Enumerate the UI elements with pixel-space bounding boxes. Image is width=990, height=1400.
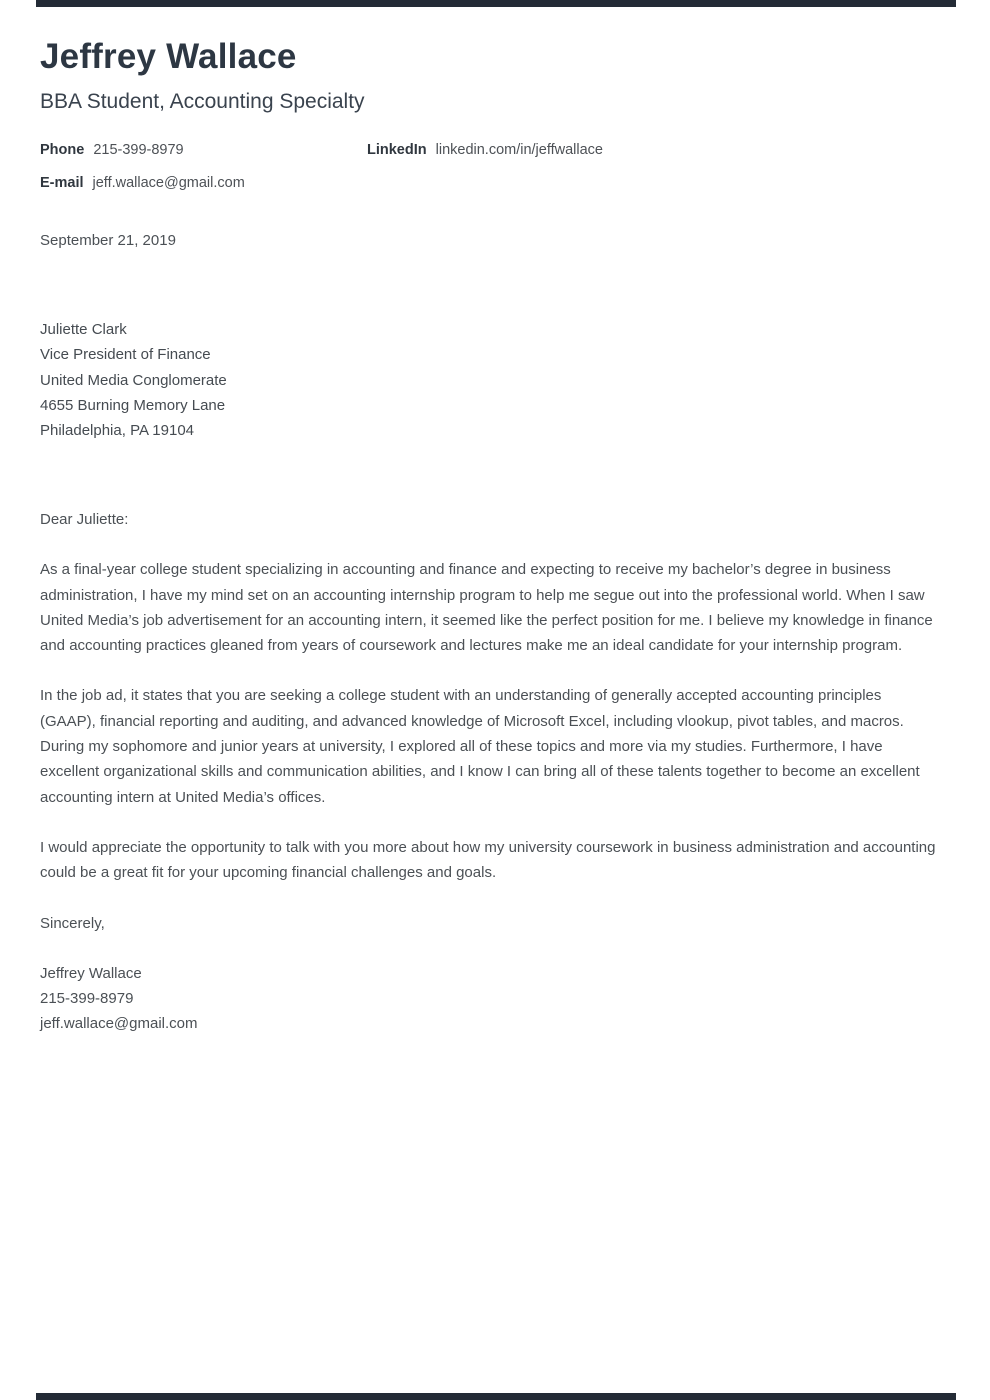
recipient-name: Juliette Clark [40,321,127,338]
recipient-city: Philadelphia, PA 19104 [40,422,195,440]
applicant-job-title: BBA Student, Accounting Specialty [40,90,365,113]
salutation: Dear Juliette: [40,511,129,528]
linkedin-item [367,139,940,161]
closing: Sincerely, [40,914,105,932]
signature-phone: 215-399-8979 [40,990,134,1008]
phone-value: 215-399-8979 [93,142,184,158]
recipient-company: United Media Conglomerate [40,371,227,389]
linkedin-label: LinkedIn [367,142,427,158]
top-accent-bar [36,0,956,7]
contact-info [40,139,940,194]
linkedin-value: linkedin.com/in/jeffwallace [435,142,603,158]
recipient-title: Vice President of Finance [40,346,211,364]
signature-name: Jeffrey Wallace [40,964,142,982]
recipient-street: 4655 Burning Memory Lane [40,396,226,414]
applicant-name: Jeffrey Wallace [40,37,297,76]
phone-item [40,139,367,161]
body-paragraph-1: As a final-year college student specializing in accounting and finance and expecting to receive my bachelor’s degree in business administration, I have my mind set on an accounting internship program to help me segue out into the professional world. When I saw United Media’s job advertisement for an accounting intern, it seemed like the perfect position for me. I believe my knowledge in finance and accounting practices gleaned from years of coursework and lectures make me an ideal candidate for your internship program. [40,561,933,655]
signature-email: jeff.wallace@gmail.com [40,1015,198,1033]
body-paragraph-2: In the job ad, it states that you are seeking a college student with an understanding of generally accepted accounting principles (GAAP), financial reporting and auditing, and advanced knowledge of Microsoft Excel, including vlookup, pivot tables, and macros. During my sophomore and junior years at university, I explored all of these topics and more via my studies. Furthermore, I have excellent organizational skills and communication abilities, and I know I can bring all of these talents together to become an excellent accounting intern at United Media’s offices. [40,687,920,806]
email-item [40,172,367,194]
email-value: jeff.wallace@gmail.com [92,175,245,191]
signature-block [40,961,940,1037]
bottom-accent-bar [36,1393,956,1400]
letter-date: September 21, 2019 [40,232,176,249]
email-label: E-mail [40,175,84,191]
phone-label: Phone [40,142,85,158]
letter-body [40,507,940,1037]
body-paragraph-3: I would appreciate the opportunity to talk with you more about how my university coursework in business administration and accounting could be a great fit for your upcoming financial challenges and goals. [40,838,936,882]
recipient-address [40,317,940,443]
